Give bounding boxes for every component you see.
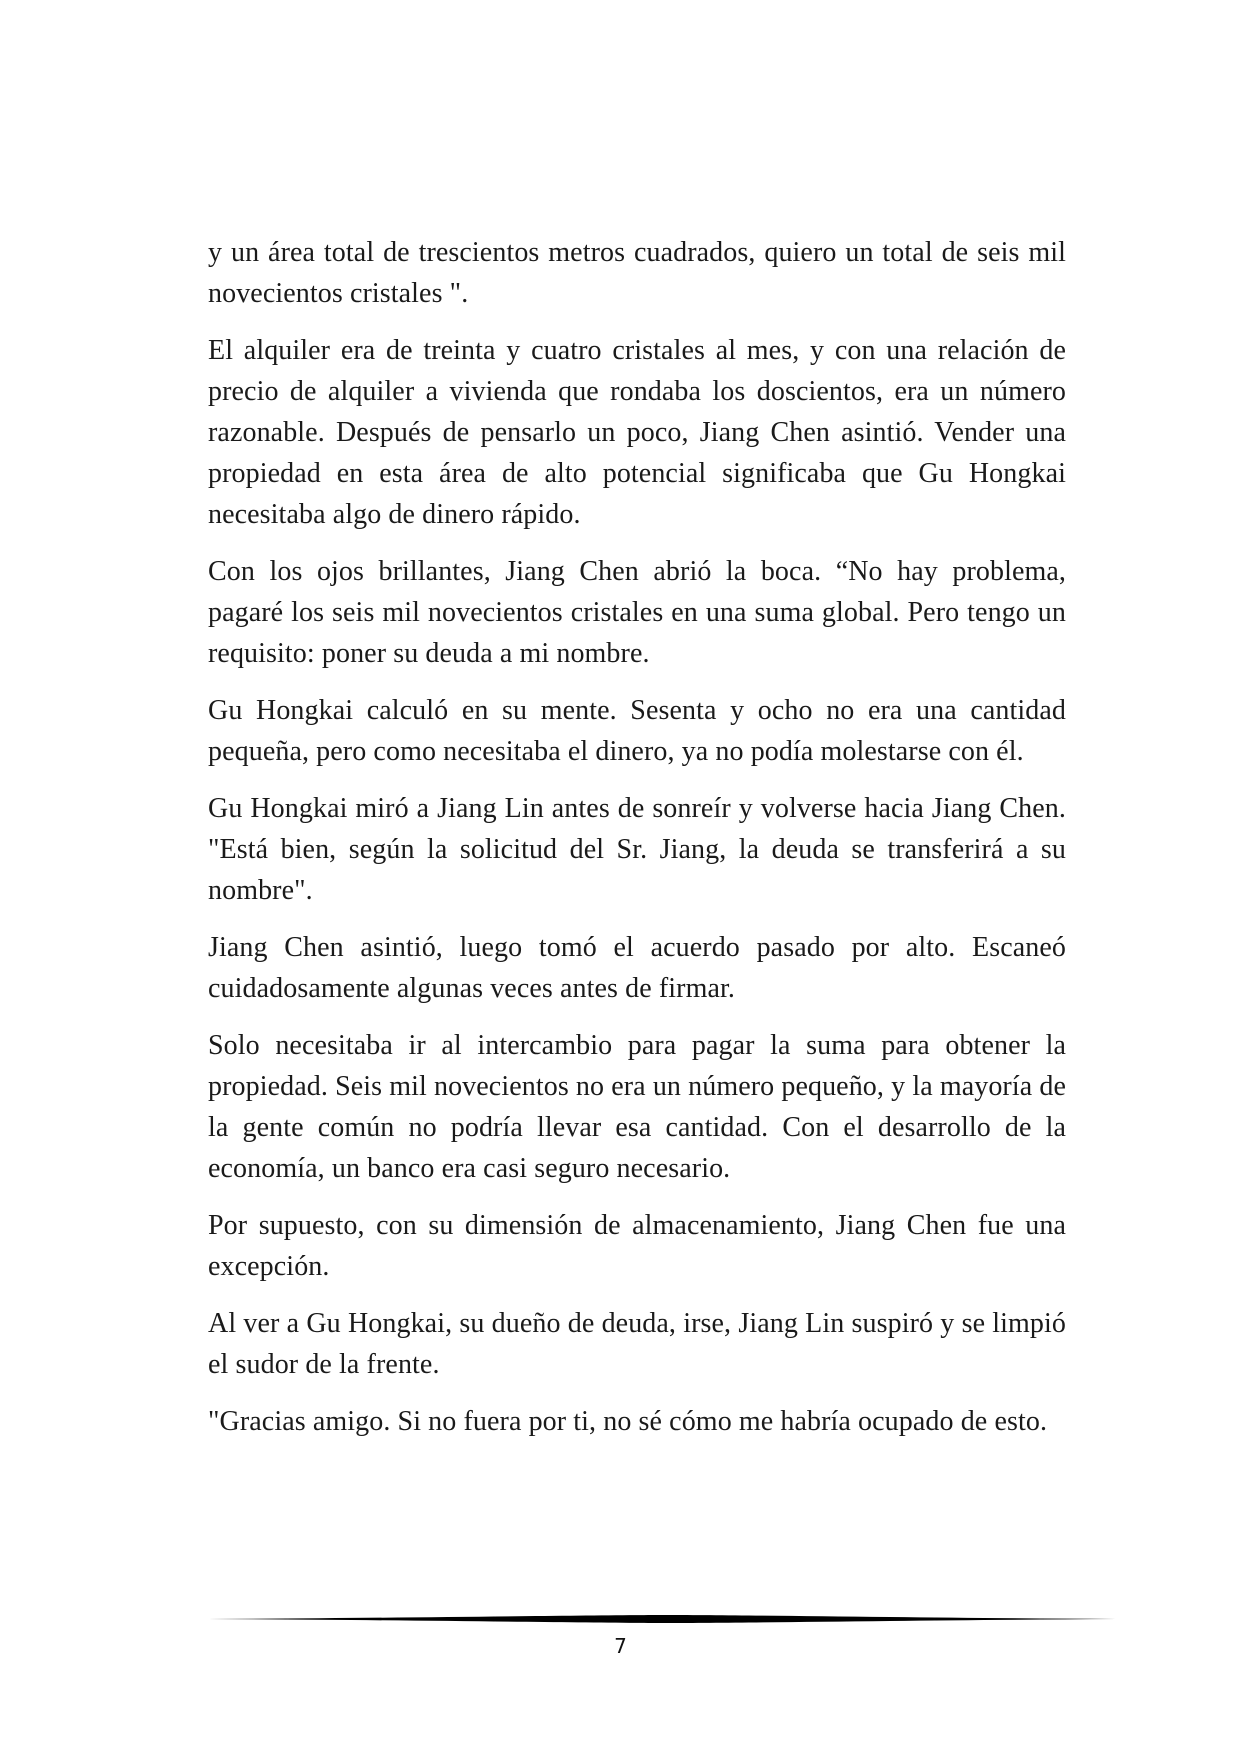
paragraph: Al ver a Gu Hongkai, su dueño de deuda, irse, Jiang Lin suspiró y se limpió el sudor de la frente. [208,1308,1066,1380]
paragraph: Solo necesitaba ir al intercambio para pagar la suma para obtener la propiedad. Seis mil novecientos no era un número pequeño, y la mayoría de la gente común no podría llevar esa cantidad. Con el desarrollo de la economía, un banco era casi seguro necesario. [208,1030,1066,1184]
page-body [208,232,1066,1458]
footer-divider [208,1612,1116,1626]
paragraph: y un área total de trescientos metros cuadrados, quiero un total de seis mil novecientos cristales ". [208,237,1066,309]
paragraph: Jiang Chen asintió, luego tomó el acuerdo pasado por alto. Escaneó cuidadosamente algunas veces antes de firmar. [208,932,1066,1004]
paragraph: Gu Hongkai miró a Jiang Lin antes de sonreír y volverse hacia Jiang Chen. "Está bien, según la solicitud del Sr. Jiang, la deuda se transferirá a su nombre". [208,793,1066,906]
paragraph: Gu Hongkai calculó en su mente. Sesenta y ocho no era una cantidad pequeña, pero como necesitaba el dinero, ya no podía molestarse con él. [208,695,1066,767]
paragraph: El alquiler era de treinta y cuatro cristales al mes, y con una relación de precio de alquiler a vivienda que rondaba los doscientos, era un número razonable. Después de pensarlo un poco, Jiang Chen asintió. Vender una propiedad en esta área de alto potencial significaba que Gu Hongkai necesitaba algo de dinero rápido. [208,335,1066,530]
paragraph: Por supuesto, con su dimensión de almacenamiento, Jiang Chen fue una excepción. [208,1210,1066,1282]
page-number: 7 [614,1634,627,1658]
paragraph: "Gracias amigo. Si no fuera por ti, no sé cómo me habría ocupado de esto. [208,1406,1048,1437]
paragraph: Con los ojos brillantes, Jiang Chen abrió la boca. “No hay problema, pagaré los seis mil novecientos cristales en una suma global. Pero tengo un requisito: poner su deuda a mi nombre. [208,556,1066,669]
